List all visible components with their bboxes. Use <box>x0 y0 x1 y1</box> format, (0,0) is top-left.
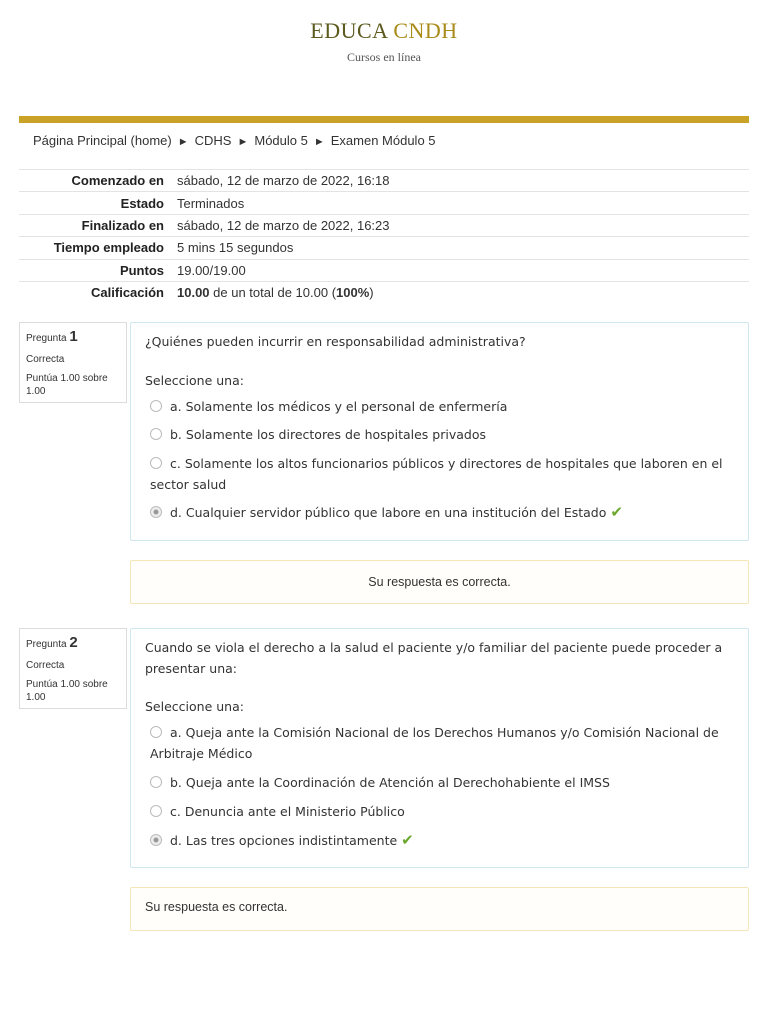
summary-label: Estado <box>120 195 164 211</box>
site-brand[interactable] <box>0 18 768 44</box>
option-label: b. Solamente los directores de hospitales privados <box>170 427 486 442</box>
feedback-text: Su respuesta es correcta. <box>368 575 511 589</box>
question-number: 1 <box>69 328 78 345</box>
radio-button[interactable] <box>150 776 162 788</box>
grade-end: ) <box>369 285 374 301</box>
radio-button[interactable] <box>150 428 162 440</box>
summary-row <box>19 170 749 192</box>
summary-value: 5 mins 15 segundos <box>177 240 294 256</box>
header-divider <box>19 116 749 123</box>
feedback-box-2 <box>130 887 749 931</box>
breadcrumb-home[interactable]: Página Principal (home) <box>33 133 172 148</box>
answer-option-a[interactable] <box>150 722 730 764</box>
breadcrumb-cdhs[interactable]: CDHS <box>194 133 232 148</box>
answer-option-d[interactable] <box>150 502 730 523</box>
radio-button[interactable] <box>150 805 162 817</box>
breadcrumb <box>33 133 436 148</box>
question-number: 2 <box>69 634 78 651</box>
site-subtitle: Cursos en línea <box>347 50 421 64</box>
radio-button[interactable] <box>150 457 162 469</box>
summary-row <box>19 214 749 236</box>
answer-option-b[interactable] <box>150 772 730 793</box>
brand-cndh: CNDH <box>393 18 458 43</box>
option-label: b. Queja ante la Coordinación de Atención al Derechohabiente el IMSS <box>170 775 610 790</box>
breadcrumb-separator: ► <box>177 136 189 148</box>
grade-value <box>177 281 749 303</box>
question-label: Pregunta <box>26 639 67 650</box>
question-prompt: Seleccione una: <box>145 699 244 714</box>
question-info-2 <box>19 628 127 709</box>
summary-value: 19.00/19.00 <box>177 262 246 278</box>
question-label: Pregunta <box>26 333 67 344</box>
summary-value: sábado, 12 de marzo de 2022, 16:18 <box>177 173 390 189</box>
summary-label: Puntos <box>119 262 164 278</box>
summary-row <box>19 237 749 259</box>
answer-option-b[interactable] <box>150 424 730 445</box>
answer-option-c[interactable] <box>150 453 730 495</box>
check-icon: ✔ <box>610 503 623 521</box>
summary-row <box>19 192 749 214</box>
question-info-1 <box>19 322 127 403</box>
breadcrumb-exam[interactable]: Examen Módulo 5 <box>330 133 436 148</box>
feedback-text: Su respuesta es correcta. <box>145 900 288 914</box>
option-label: c. Denuncia ante el Ministerio Público <box>170 804 405 819</box>
summary-value: sábado, 12 de marzo de 2022, 16:23 <box>177 217 390 233</box>
feedback-box-1 <box>130 560 749 604</box>
breadcrumb-separator: ► <box>313 136 325 148</box>
grade-percent: 100% <box>336 285 370 301</box>
question-score: Puntúa 1.00 sobre 1.00 <box>26 372 108 397</box>
option-label: c. Solamente los altos funcionarios públicos y directores de hospitales que laboren en el sector salud <box>150 456 723 492</box>
summary-row <box>19 259 749 281</box>
summary-label: Tiempo empleado <box>53 240 164 256</box>
answer-option-c[interactable] <box>150 801 730 822</box>
summary-value: Terminados <box>177 195 245 211</box>
question-prompt: Seleccione una: <box>145 373 244 388</box>
radio-button[interactable] <box>150 400 162 412</box>
summary-label: Comenzado en <box>71 173 164 189</box>
question-status: Correcta <box>26 353 65 365</box>
radio-button-selected[interactable] <box>150 834 162 846</box>
summary-row <box>19 281 749 303</box>
question-status: Correcta <box>26 659 65 671</box>
brand-educa: EDUCA <box>310 18 388 43</box>
question-content-2 <box>130 628 749 868</box>
question-score: Puntúa 1.00 sobre 1.00 <box>26 678 108 703</box>
attempt-summary-table <box>19 169 749 304</box>
answer-option-a[interactable] <box>150 396 730 417</box>
radio-button[interactable] <box>150 726 162 738</box>
grade-score: 10.00 <box>177 285 210 301</box>
grade-mid: de un total de 10.00 ( <box>209 285 337 301</box>
summary-label: Finalizado en <box>81 217 164 233</box>
breadcrumb-separator: ► <box>237 136 249 148</box>
option-label: d. Cualquier servidor público que labore en una institución del Estado <box>170 505 607 520</box>
breadcrumb-modulo-5[interactable]: Módulo 5 <box>254 133 308 148</box>
question-text: ¿Quiénes pueden incurrir en responsabilidad administrativa? <box>145 334 526 349</box>
option-label: a. Queja ante la Comisión Nacional de los Derechos Humanos y/o Comisión Nacional de Arbitraje Médico <box>150 725 719 761</box>
check-icon: ✔ <box>401 831 414 849</box>
option-label: a. Solamente los médicos y el personal de enfermería <box>170 399 508 414</box>
question-text: Cuando se viola el derecho a la salud el paciente y/o familiar del paciente puede proceder a presentar una: <box>145 640 723 676</box>
option-label: d. Las tres opciones indistintamente <box>170 833 398 848</box>
question-content-1 <box>130 322 749 541</box>
radio-button-selected[interactable] <box>150 506 162 518</box>
answer-option-d[interactable] <box>150 830 730 851</box>
summary-label: Calificación <box>91 285 164 301</box>
